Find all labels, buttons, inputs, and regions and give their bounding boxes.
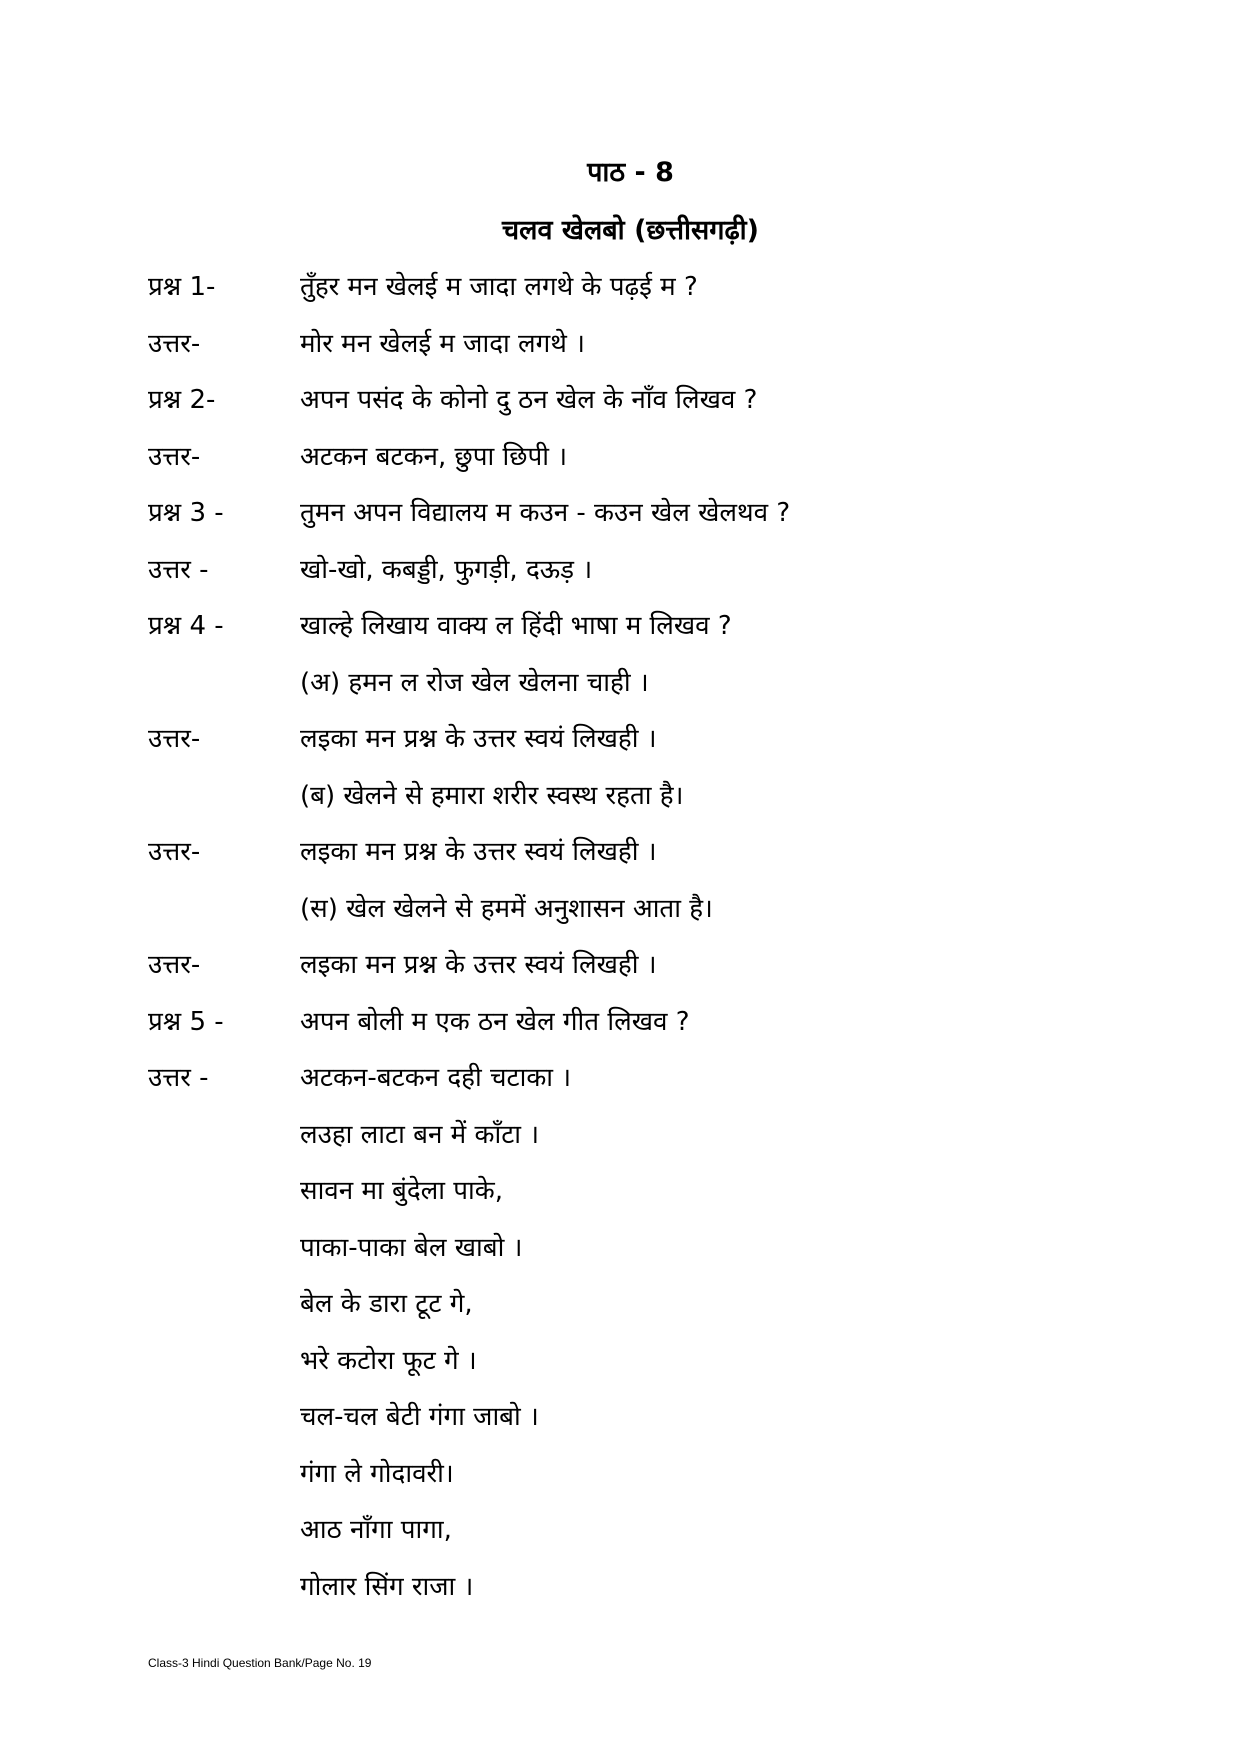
answer-label: उत्तर - [148, 1063, 209, 1093]
answer-label: उत्तर- [148, 328, 201, 359]
song-line: बेल के डारा टूट गे, [300, 1289, 473, 1319]
question-label: प्रश्न 3 - [148, 498, 224, 528]
question-3-row [0, 493, 1241, 550]
answer-text: मोर मन खेलई म जादा लगथे । [300, 328, 585, 359]
song-line: भरे कटोरा फूट गे । [300, 1345, 477, 1376]
answer-label: उत्तर- [148, 724, 201, 754]
question-4-row [0, 606, 1241, 663]
answer-4b-row [0, 832, 1241, 889]
answer-label: उत्तर- [148, 950, 201, 980]
answer-label: उत्तर- [148, 441, 201, 472]
answer-text: लइका मन प्रश्न के उत्तर स्वयं लिखही । [300, 837, 657, 867]
question-label: प्रश्न 1- [148, 272, 216, 302]
lesson-title: चलव खेलबो (छत्तीसगढ़ी) [502, 215, 759, 246]
song-line: पाका-पाका बेल खाबो । [300, 1232, 523, 1263]
answer-label: उत्तर - [148, 554, 209, 585]
song-line: गोलार सिंग राजा । [300, 1571, 474, 1602]
lesson-number: पाठ - 8 [587, 157, 674, 188]
page-footer: Class-3 Hindi Question Bank/Page No. 19 [148, 1656, 372, 1670]
sub-question-c-row [0, 889, 1241, 946]
song-line: अटकन-बटकन दही चटाका । [300, 1063, 572, 1093]
question-text: अपन पसंद के कोनो दु ठन खेल के नाँव लिखव ? [300, 385, 758, 415]
question-text: खाल्हे लिखाय वाक्य ल हिंदी भाषा म लिखव ? [300, 611, 732, 641]
song-line-row [0, 1228, 1241, 1285]
question-text: तुँहर मन खेलई म जादा लगथे के पढ़ई म ? [300, 272, 698, 302]
question-2-row [0, 380, 1241, 437]
answer-text: लइका मन प्रश्न के उत्तर स्वयं लिखही । [300, 724, 657, 754]
song-line-row [0, 1397, 1241, 1454]
song-line-row [0, 1171, 1241, 1228]
question-label: प्रश्न 2- [148, 385, 216, 415]
answer-text: लइका मन प्रश्न के उत्तर स्वयं लिखही । [300, 950, 657, 980]
song-line-row [0, 1510, 1241, 1567]
question-5-row [0, 1002, 1241, 1059]
answer-4a-row [0, 719, 1241, 776]
answer-text: खो-खो, कबड्डी, फुगड़ी, दऊड़ । [300, 554, 593, 585]
song-line: गंगा ले गोदावरी। [300, 1458, 454, 1489]
song-line: आठ नाँगा पागा, [300, 1515, 452, 1545]
question-label: प्रश्न 5 - [148, 1006, 224, 1037]
question-text: तुमन अपन विद्यालय म कउन - कउन खेल खेलथव ? [300, 498, 791, 528]
song-line: लउहा लाटा बन में काँटा । [300, 1119, 540, 1150]
song-line: चल-चल बेटी गंगा जाबो । [300, 1402, 539, 1432]
question-answer-list [0, 267, 1241, 1623]
sub-question-b-row [0, 776, 1241, 833]
answer-4c-row [0, 945, 1241, 1002]
song-line-row [0, 1454, 1241, 1511]
answer-1-row [0, 324, 1241, 381]
answer-2-row [0, 437, 1241, 494]
song-line: सावन मा बुंदेला पाके, [300, 1176, 504, 1206]
answer-5-row [0, 1058, 1241, 1115]
sub-question-text: (स) खेल खेलने से हममें अनुशासन आता है। [300, 893, 713, 924]
song-line-row [0, 1284, 1241, 1341]
answer-text: अटकन बटकन, छुपा छिपी । [300, 441, 568, 472]
answer-label: उत्तर- [148, 837, 201, 867]
sub-question-text: (अ) हमन ल रोज खेल खेलना चाही । [300, 667, 649, 698]
sub-question-text: (ब) खेलने से हमारा शरीर स्वस्थ रहता है। [300, 780, 684, 811]
question-label: प्रश्न 4 - [148, 611, 224, 641]
song-line-row [0, 1115, 1241, 1172]
answer-3-row [0, 550, 1241, 607]
question-text: अपन बोली म एक ठन खेल गीत लिखव ? [300, 1006, 690, 1037]
sub-question-a-row [0, 663, 1241, 720]
song-line-row [0, 1567, 1241, 1624]
question-1-row [0, 267, 1241, 324]
song-line-row [0, 1341, 1241, 1398]
